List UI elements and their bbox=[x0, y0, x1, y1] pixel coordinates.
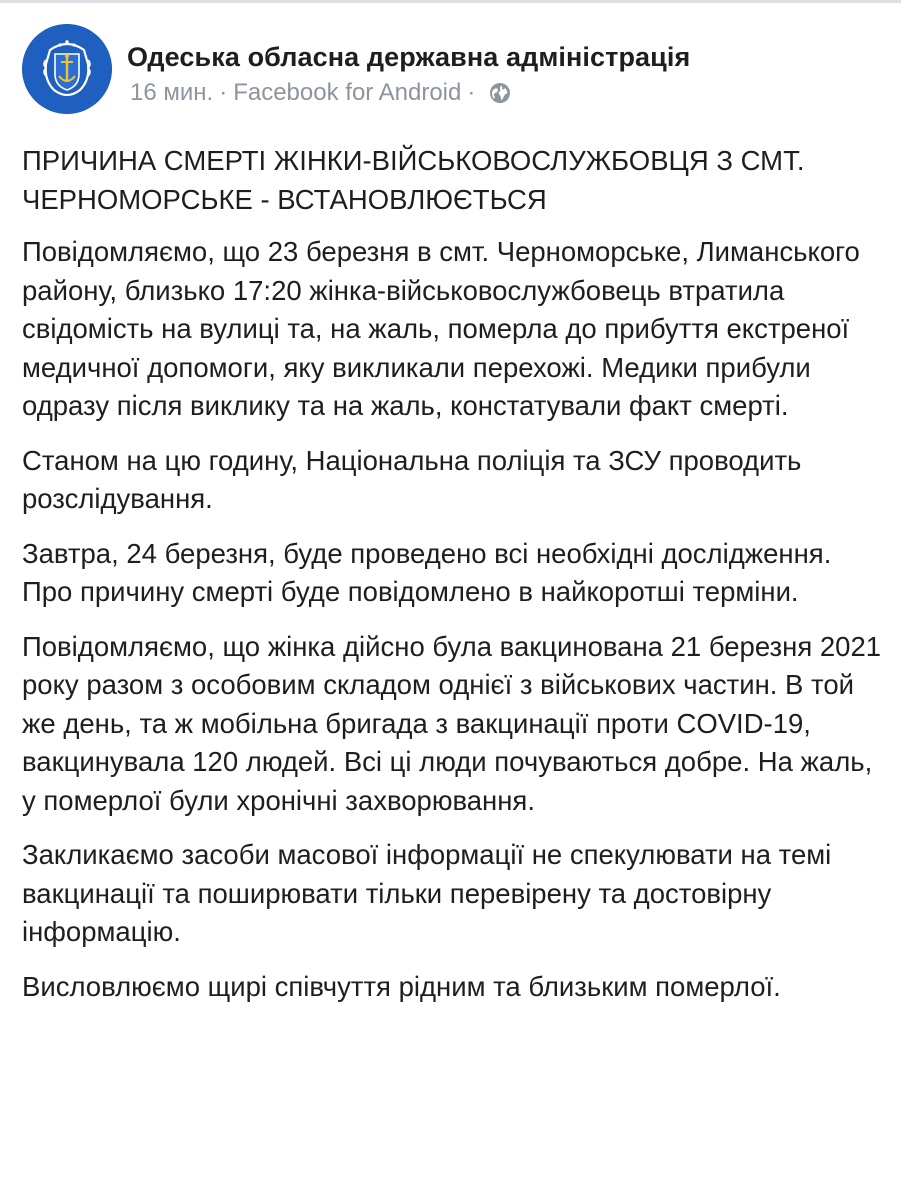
post-body bbox=[22, 142, 884, 1022]
meta-separator: · bbox=[219, 79, 228, 106]
post-paragraph-3: Завтра, 24 березня, буде проведено всі необхідні дослідження. Про причину смерті буде повідомлено в найкоротші терміни. bbox=[22, 537, 832, 607]
top-divider bbox=[0, 0, 901, 3]
post-source: Facebook for Android bbox=[233, 79, 462, 106]
post-paragraph-4: Повідомляємо, що жінка дійсно була вакцинована 21 березня 2021 року разом з особовим складом однієї з військових частин. В той же день, та ж мобільна бригада з вакцинації проти COVID-19, вакцинувала 120 людей. Всі ці люди почуваються добре. На жаль, у померлої були хронічні захворювання. bbox=[22, 630, 882, 816]
post-paragraph-2: Станом на цю годину, Національна поліція та ЗСУ проводить розслідування. bbox=[22, 444, 802, 514]
page-name-link[interactable]: Одеська обласна державна адміністрація bbox=[127, 42, 691, 72]
page-avatar[interactable] bbox=[22, 24, 112, 114]
post-meta bbox=[130, 79, 511, 107]
post-time[interactable]: 16 мин. bbox=[130, 79, 214, 106]
post-paragraph-1: Повідомляємо, що 23 березня в смт. Черноморське, Лиманського району, близько 17:20 жінка-військовослужбовець втратила свідомість на вулиці та, на жаль, померла до прибуття екстреної медичної допомоги, яку викликали перехожі. Медики прибули одразу після виклику та на жаль, констатували факт смерті. bbox=[22, 236, 860, 421]
post-paragraph-6: Висловлюємо щирі співчуття рідним та близьким померлої. bbox=[22, 970, 781, 1002]
post-header bbox=[22, 24, 882, 114]
post-paragraph-5: Закликаємо засоби масової інформації не спекулювати на темі вакцинації та поширювати тільки перевірену та достовірну інформацію. bbox=[22, 839, 832, 947]
oblast-emblem-icon bbox=[22, 24, 112, 114]
globe-icon[interactable] bbox=[489, 82, 511, 104]
post-title: ПРИЧИНА СМЕРТІ ЖІНКИ-ВІЙСЬКОВОСЛУЖБОВЦЯ З СМТ. ЧЕРНОМОРСЬКЕ - ВСТАНОВЛЮЄТЬСЯ bbox=[22, 145, 805, 215]
meta-separator-2: · bbox=[467, 79, 476, 106]
